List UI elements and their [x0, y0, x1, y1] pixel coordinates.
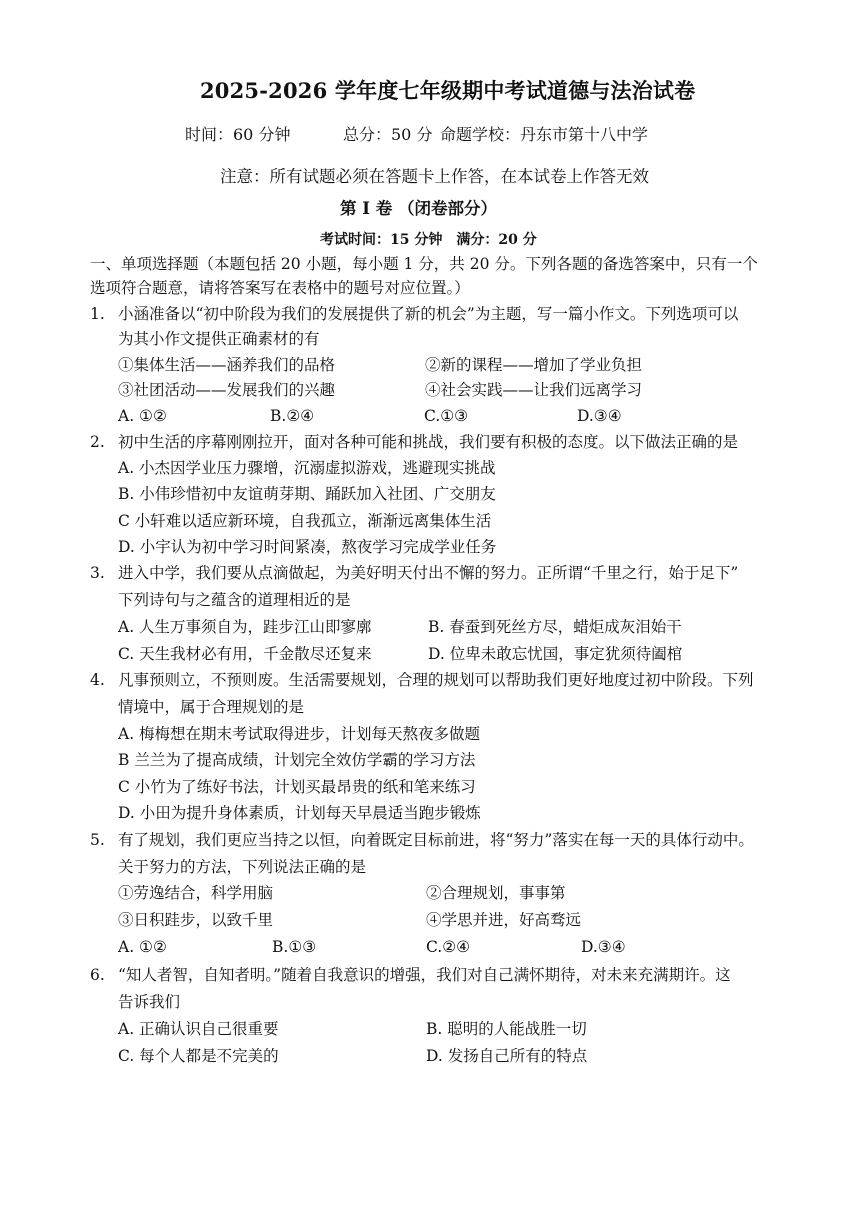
answer-option: B. 小伟珍惜初中友谊萌芽期、踊跃加入社团、广交朋友 [118, 485, 496, 503]
question-number: 6. [90, 966, 105, 984]
answer-option: B 兰兰为了提高成绩，计划完全效仿学霸的学习方法 [118, 751, 476, 769]
question-stem: “知人者智，自知者明。”随着自我意识的增强，我们对自己满怀期待，对未来充满期许。这 [118, 966, 731, 984]
answer-option: A. ①② [118, 407, 167, 425]
answer-option: D. 发扬自己所有的特点 [426, 1047, 588, 1065]
answer-option: B.①③ [272, 938, 317, 956]
answer-option: A. 正确认识自己很重要 [118, 1020, 279, 1038]
question-item: ③日积跬步，以致千里 [118, 911, 274, 929]
question-item: ①集体生活——涵养我们的品格 [118, 356, 336, 374]
question-item: ④社会实践——让我们远离学习 [425, 381, 643, 399]
page-title: 2025-2026 学年度七年级期中考试道德与法治试卷 [200, 78, 696, 103]
answer-option: C. 每个人都是不完美的 [118, 1047, 279, 1065]
question-number: 2. [90, 433, 105, 451]
answer-option: D. 小田为提升身体素质，计划每天早晨适当跑步锻炼 [118, 804, 481, 822]
answer-option: D.③④ [577, 407, 622, 425]
question-item: ②新的课程——增加了学业负担 [425, 356, 643, 374]
question-stem: 关于努力的方法，下列说法正确的是 [118, 858, 367, 876]
question-item: ①劳逸结合，科学用脑 [118, 884, 274, 902]
answer-option: A. 小杰因学业压力骤增，沉溺虚拟游戏，逃避现实挑战 [118, 459, 496, 477]
exam-time: 时间：60 分钟 [185, 125, 291, 144]
answer-option: A. ①② [118, 938, 167, 956]
question-number: 5. [90, 831, 105, 849]
question-stem: 小涵准备以“初中阶段为我们的发展提供了新的机会”为主题，写一篇小作文。下列选项可以 [118, 305, 739, 323]
answer-option: C. 天生我材必有用，千金散尽还复来 [118, 645, 372, 663]
answer-option: B. 春蚕到死丝方尽，蜡炬成灰泪始干 [428, 618, 682, 636]
answer-option: C 小竹为了练好书法，计划买最昂贵的纸和笔来练习 [118, 778, 476, 796]
exam-total-score: 总分：50 分 [343, 125, 433, 144]
question-number: 4. [90, 671, 105, 689]
answer-option: C 小轩难以适应新环境，自我孤立，渐渐远离集体生活 [118, 512, 492, 530]
question-stem: 有了规划，我们更应当持之以恒，向着既定目标前进，将“努力”落实在每一天的具体行动中。 [118, 831, 754, 849]
question-item: ③社团活动——发展我们的兴趣 [118, 381, 336, 399]
answer-option: D. 位卑未敢忘忧国，事定犹须待阖棺 [428, 645, 683, 663]
answer-option: A. 人生万事须自为，跬步江山即寥廓 [118, 618, 372, 636]
part-info: 考试时间：15 分钟 满分：20 分 [320, 232, 537, 248]
question-item: ④学思并进，好高骛远 [426, 911, 582, 929]
question-stem: 初中生活的序幕刚刚拉开，面对各种可能和挑战，我们要有积极的态度。以下做法正确的是 [118, 433, 739, 451]
question-stem: 进入中学，我们要从点滴做起，为美好明天付出不懈的努力。正所谓“千里之行，始于足下” [118, 564, 739, 582]
question-stem: 下列诗句与之蕴含的道理相近的是 [118, 591, 351, 609]
answer-option: C.②④ [426, 938, 471, 956]
question-stem: 为其小作文提供正确素材的有 [118, 330, 320, 348]
question-stem: 情境中，属于合理规划的是 [118, 698, 305, 716]
question-stem: 告诉我们 [118, 993, 181, 1011]
question-number: 3. [90, 564, 105, 582]
answer-option: B. 聪明的人能战胜一切 [426, 1020, 587, 1038]
section-instruction-line1: 一、单项选择题（本题包括 20 小题，每小题 1 分，共 20 分。下列各题的备选答案中，只有一个 [90, 255, 758, 273]
part-title: 第 I 卷 （闭卷部分） [340, 199, 497, 218]
answer-option: B.②④ [270, 407, 315, 425]
question-item: ②合理规划，事事第 [426, 884, 566, 902]
exam-notice: 注意：所有试题必须在答题卡上作答，在本试卷上作答无效 [220, 167, 649, 186]
question-stem: 凡事预则立，不预则废。生活需要规划，合理的规划可以帮助我们更好地度过初中阶段。下列 [118, 671, 754, 689]
answer-option: D. 小宇认为初中学习时间紧凑，熬夜学习完成学业任务 [118, 538, 497, 556]
answer-option: D.③④ [581, 938, 626, 956]
answer-option: A. 梅梅想在期末考试取得进步，计划每天熬夜多做题 [118, 725, 481, 743]
section-instruction-line2: 选项符合题意，请将答案写在表格中的题号对应位置。） [90, 279, 470, 297]
answer-option: C.①③ [424, 407, 469, 425]
question-number: 1. [90, 305, 105, 323]
exam-school: 命题学校：丹东市第十八中学 [440, 125, 649, 144]
